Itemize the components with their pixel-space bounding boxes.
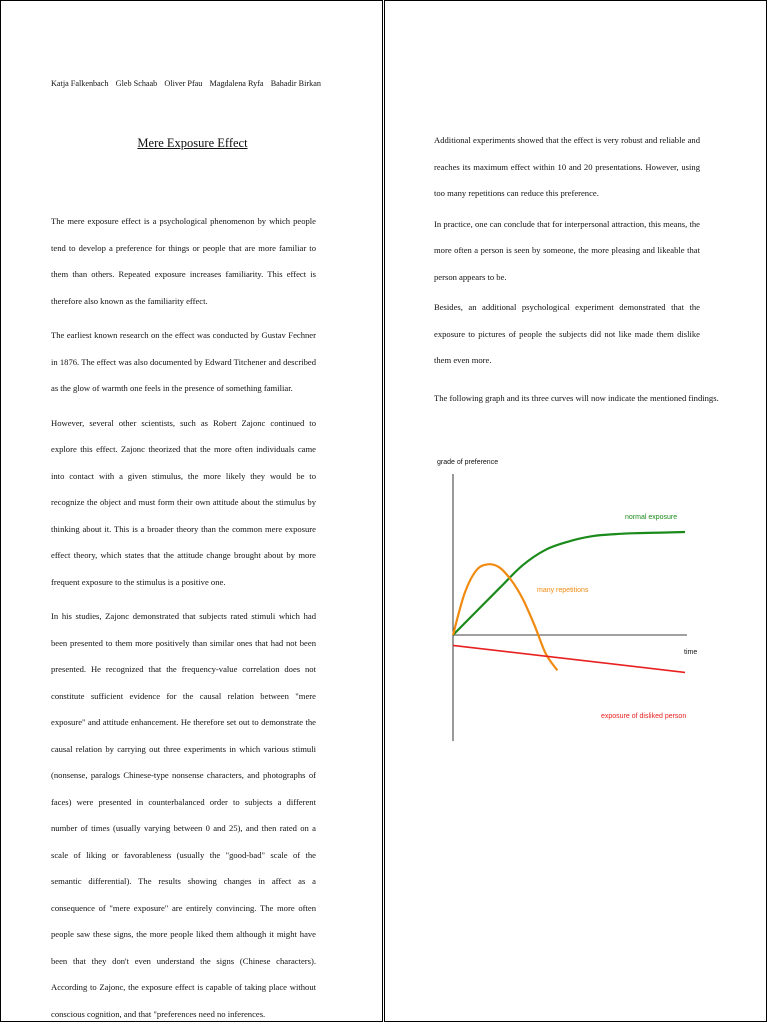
paragraph: Additional experiments showed that the effect is very robust and reliable and reaches its maximum effect within 10 and 20 presentations. However, using too many repetitions can reduce this preference. — [434, 135, 700, 198]
series-line-many-repetitions — [453, 564, 557, 670]
paragraph: Besides, an additional psychological experiment demonstrated that the exposure to pictures of people the subjects did not like made them dislike them even more. — [434, 302, 700, 365]
author-name: Katja Falkenbach — [51, 79, 109, 88]
author-name: Bahadir Birkan — [270, 79, 321, 88]
x-axis-label: time — [684, 649, 698, 656]
document-title: Mere Exposure Effect — [137, 136, 248, 150]
paragraph: However, several other scientists, such as Robert Zajonc continued to explore this effect. Zajonc theorized that the more often individuals came into contact with a given stimulus, the more likely they would be to recognize the object and must form their own attitude about the stimulus by thinking about it. This is a broader theory than the common mere exposure effect theory, which states that the attitude change brought about by more frequent exposure to the stimulus is a positive one. — [51, 417, 316, 587]
right-page — [384, 0, 767, 1022]
y-axis-label: grade of preference — [437, 459, 499, 466]
paragraph: The mere exposure effect is a psychological phenomenon by which people tend to develop a preference for things or people that are more familiar to them than others. Repeated exposure increases familiarity. This effect is therefore also known as the familiarity effect. — [51, 216, 316, 306]
series-label-many-repetitions: many repetitions — [537, 587, 589, 594]
paragraph: In his studies, Zajonc demonstrated that subjects rated stimuli which had been presented to them more positively than similar ones that had not been presented. He recognized that the frequency-value correlation does not constitute sufficient evidence for the causal relation between "mere exposure" and attitude enhancement. He therefore set out to demonstrate the causal relation by carrying out three experiments in which various stimuli (nonsense, paralogs Chinese-type nonsense characters, and photographs of faces) were presented in counterbalanced order to subjects a different number of times (usually varying between 0 and 25), and then rated on a scale of liking or favorableness (usually the "good-bad" scale of the semantic differential). The results showing changes in affect as a consequence of "mere exposure" are entirely convincing. The more often people saw these signs, the more people liked them although it might have been that they don't even understand the signs (Chinese characters). According to Zajonc, the exposure effect is capable of taking place without conscious cognition, and that "preferences need no inferences. — [51, 611, 316, 1019]
right-body-text — [434, 127, 700, 378]
graph-caption: The following graph and its three curves will now indicate the mentioned findings. — [434, 393, 719, 403]
author-name: Oliver Pfau — [164, 79, 203, 88]
preference-chart — [385, 441, 768, 751]
author-name: Magdalena Ryfa — [209, 79, 264, 88]
author-list — [51, 79, 321, 88]
left-body-text — [51, 208, 316, 1035]
paragraph: In practice, one can conclude that for interpersonal attraction, this means, the more often a person is seen by someone, the more pleasing and likeable that person appears to be. — [434, 218, 700, 282]
series-line-normal-exposure — [453, 532, 685, 635]
author-name: Gleb Schaab — [115, 79, 158, 88]
series-label-normal-exposure: normal exposure — [625, 514, 678, 521]
paragraph: The earliest known research on the effect was conducted by Gustav Fechner in 1876. The effect was also documented by Edward Titchener and described as the glow of warmth one feels in the presence of something familiar. — [51, 330, 316, 393]
series-label-exposure-of-disliked-person: exposure of disliked person — [601, 713, 687, 720]
series-line-exposure-of-disliked-person — [453, 645, 685, 672]
left-page — [0, 0, 383, 1022]
